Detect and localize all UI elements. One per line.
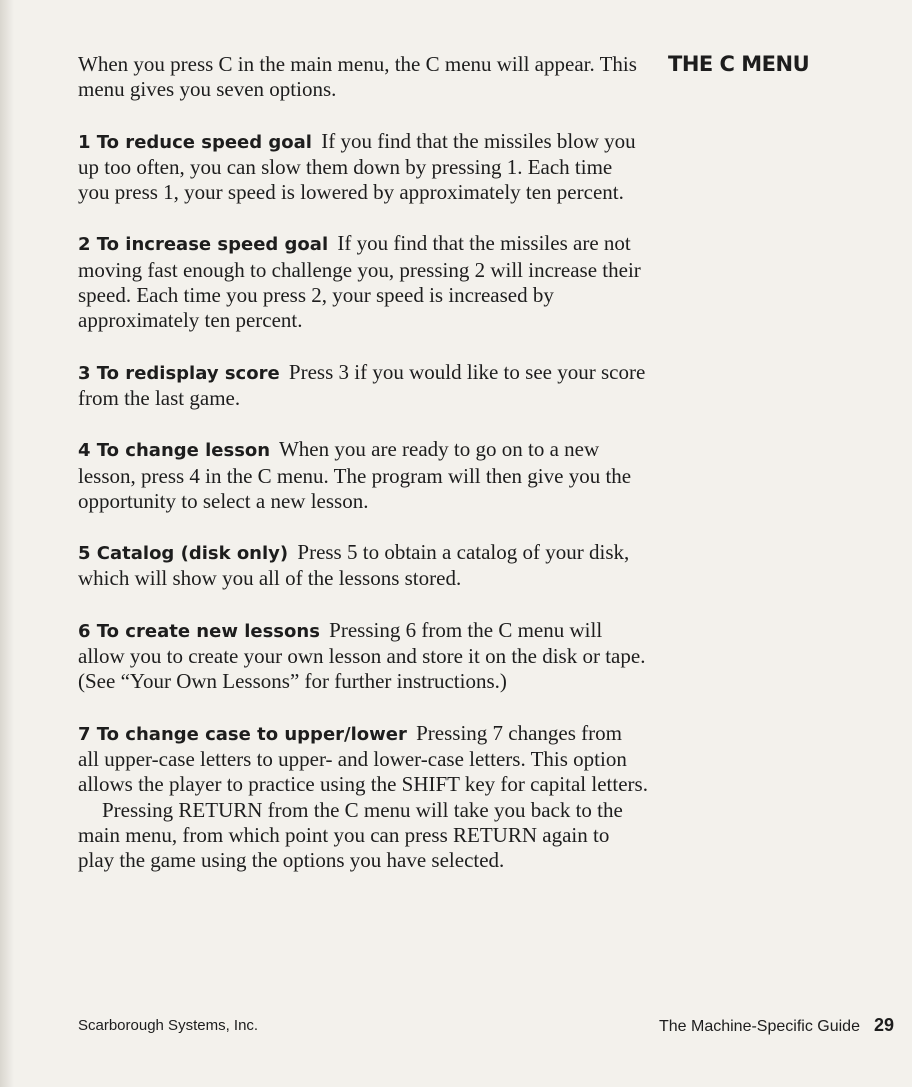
option-5 (78, 540, 648, 592)
option-4-text: When you are ready to go on to a new lesson, press 4 in the C menu. The program will then give you the opportunity to select a new lesson. (78, 437, 632, 513)
footer-publisher: Scarborough Systems, Inc. (78, 1017, 259, 1034)
option-6-text: Pressing 6 from the C menu will allow you to create your own lesson and store it on the disk or tape. (See “Your Own Lessons” for further instructions.) (78, 617, 646, 694)
option-6-heading: 6 To create new lessons (78, 620, 320, 642)
option-5-heading: 5 Catalog (disk only) (78, 543, 289, 565)
page-edge (0, 0, 14, 1087)
option-3-text: Press 3 if you would like to see your score from the last game. (78, 359, 646, 410)
option-2-heading: 2 To increase speed goal (78, 234, 329, 256)
option-5-text: Press 5 to obtain a catalog of your disk, which will show you all of the lessons stored. (78, 540, 630, 591)
option-1-heading: 1 To reduce speed goal (78, 131, 312, 153)
section-heading: THE C MENU (668, 52, 810, 76)
option-1 (78, 129, 648, 206)
intro-paragraph: When you press C in the main menu, the C menu will appear. This menu gives you seven options. (78, 52, 637, 102)
option-4-heading: 4 To change lesson (78, 440, 271, 462)
body-text (78, 52, 648, 873)
option-3-heading: 3 To redisplay score (78, 362, 280, 384)
footer-right (659, 1015, 894, 1036)
option-2-text: If you find that the missiles are not moving fast enough to challenge you, pressing 2 will increase their speed. Each time you press 2, your speed is increased by approximately ten percent. (78, 231, 641, 333)
option-3 (78, 360, 648, 412)
footer-guide-title: The Machine-Specific Guide (658, 1018, 860, 1035)
closing-paragraph: Pressing RETURN from the C menu will take you back to the main menu, from which point you can press RETURN again to play the game using the options you have selected. (78, 797, 623, 873)
option-2 (78, 231, 648, 333)
option-7-heading: 7 To change case to upper/lower (78, 723, 407, 745)
option-7-text: Pressing 7 changes from all upper-case letters to upper- and lower-case letters. This option allows the player to practice using the SHIFT key for capital letters. (78, 720, 648, 797)
option-7 (78, 721, 648, 798)
option-1-text: If you find that the missiles blow you up too often, you can slow them down by pressing 1. Each time you press 1, your speed is lowered by approximately ten percent. (78, 128, 636, 205)
option-4 (78, 437, 648, 514)
page-number: 29 (873, 1015, 894, 1035)
option-6 (78, 618, 648, 695)
